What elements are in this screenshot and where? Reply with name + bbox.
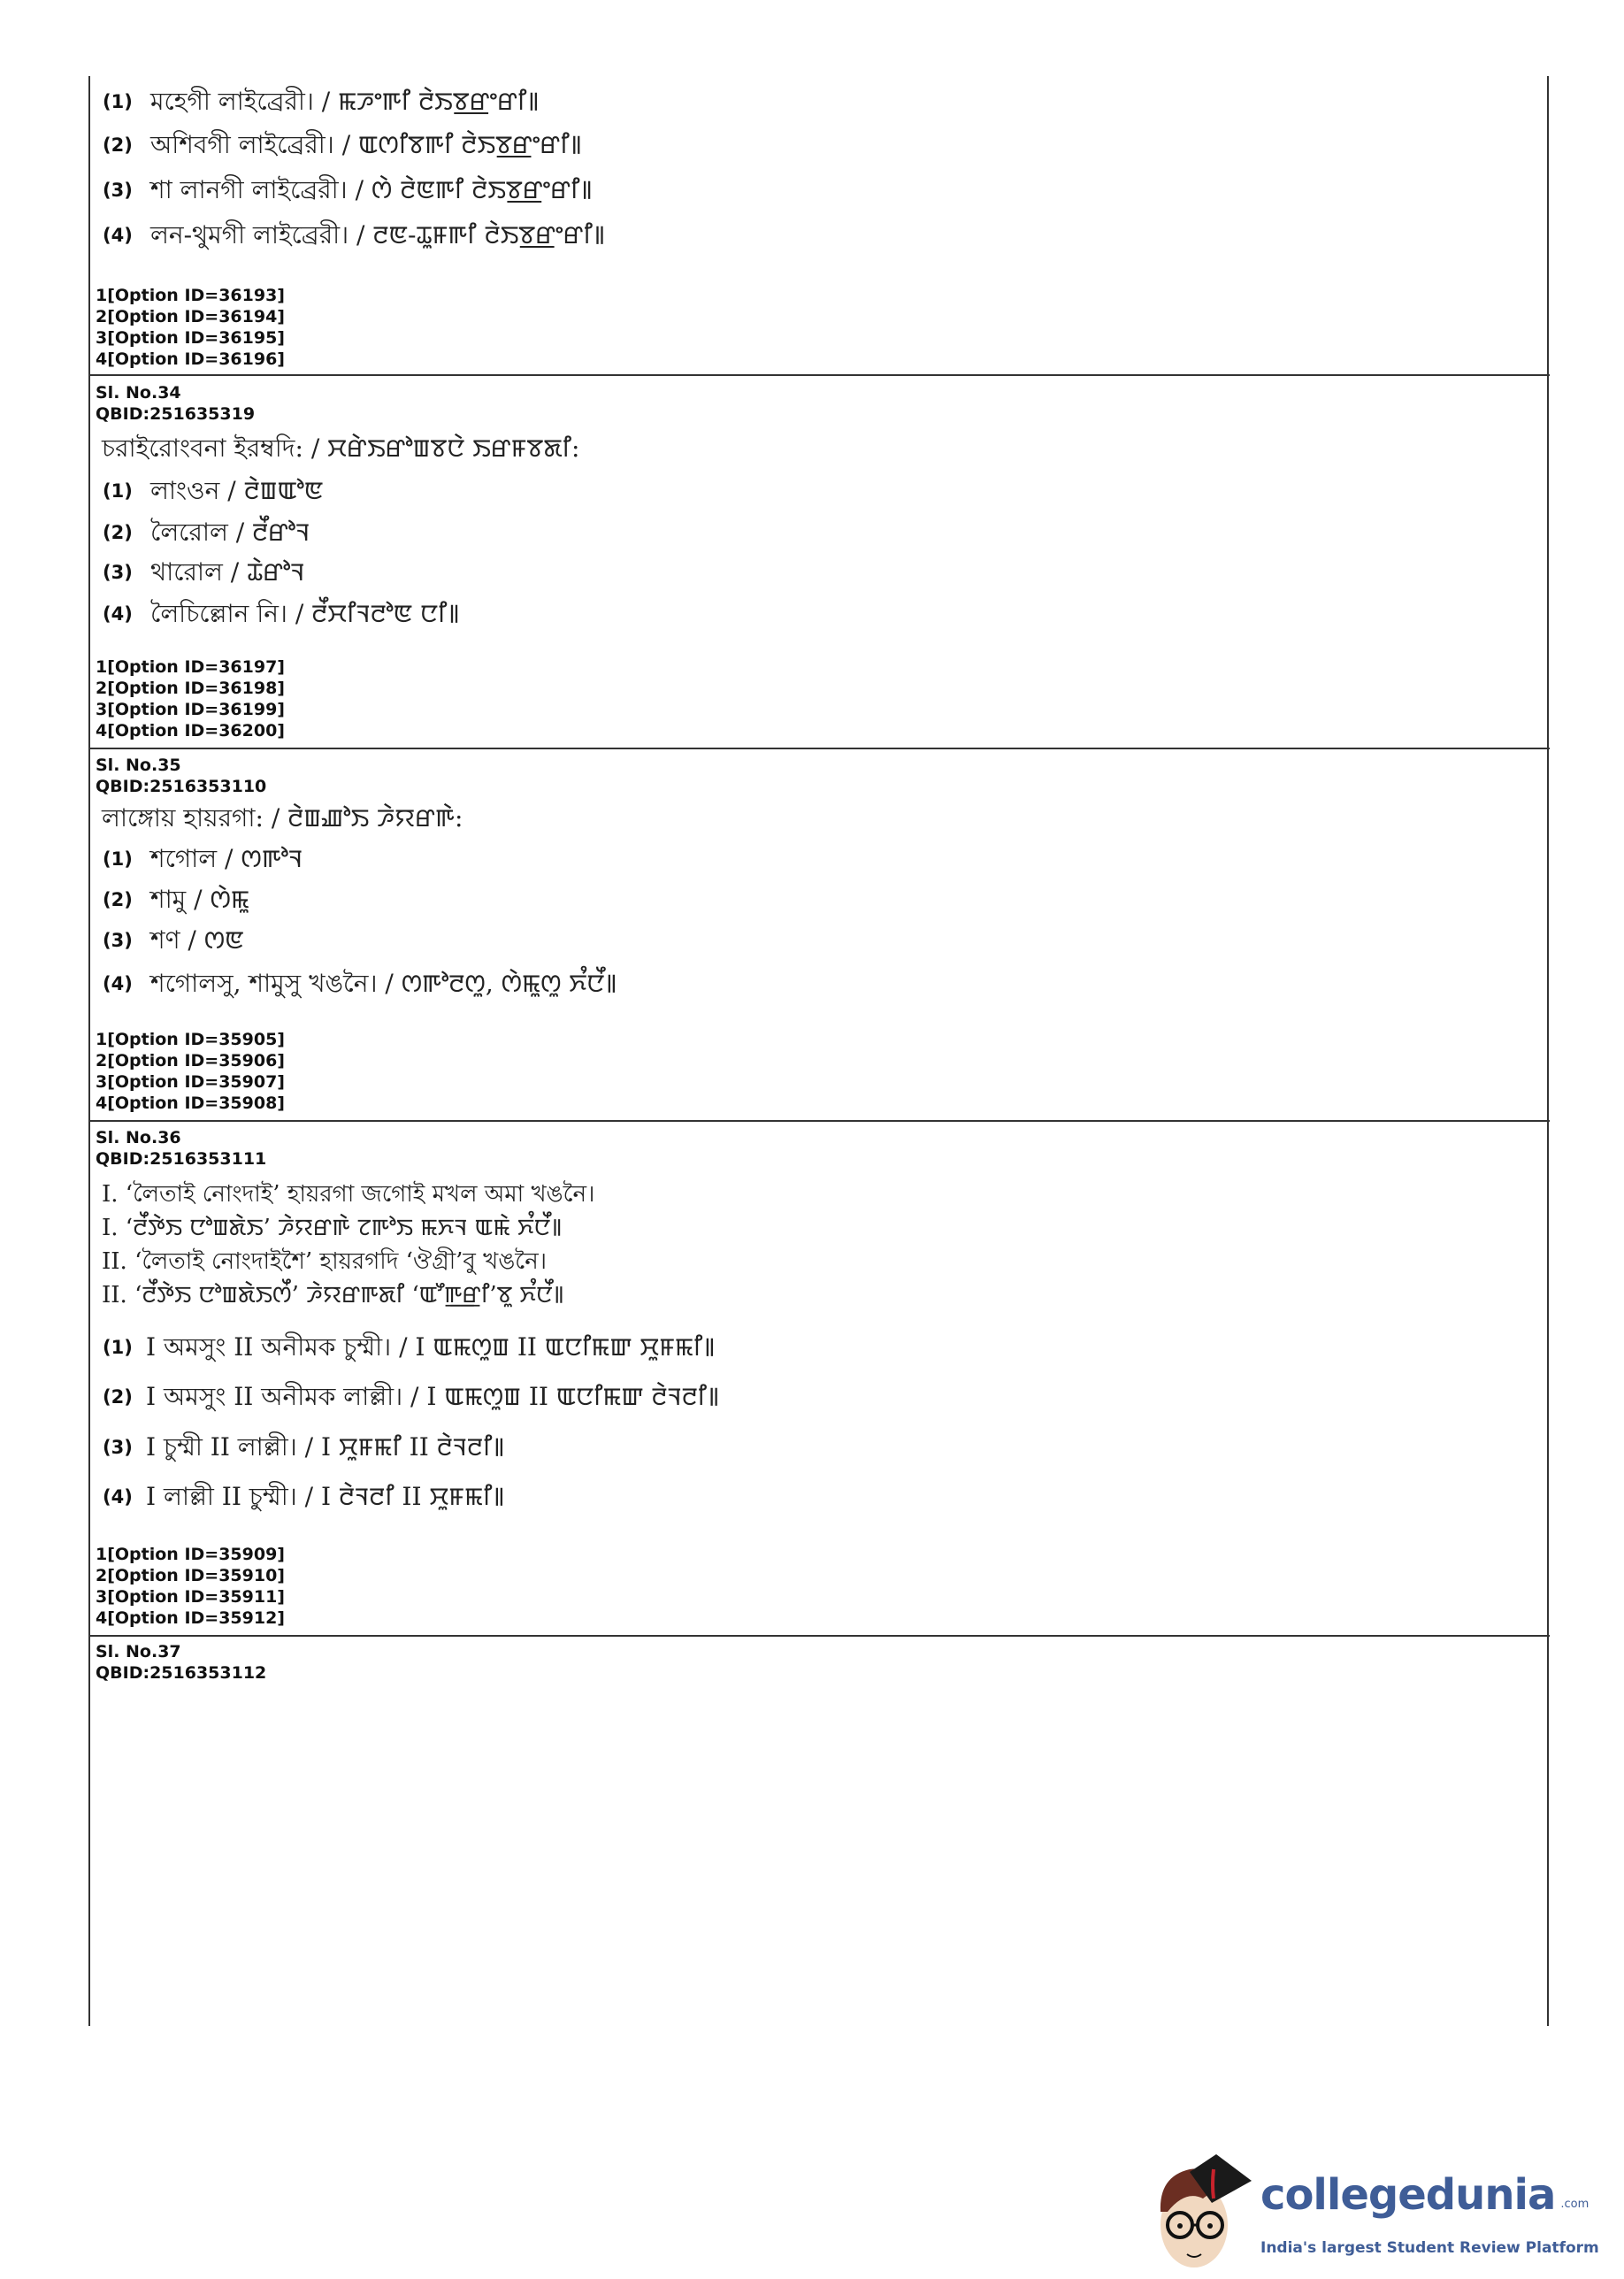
option-text: শগোল / ꯁꯒꯣꯜ (150, 844, 303, 873)
option-text: লৈচিল্লোন নি। / ꯂꯩꯆꯤꯜꯂꯣꯟ ꯅꯤ꯫ (150, 599, 460, 628)
brand-row (1260, 2169, 1589, 2221)
option-number: (1) (103, 848, 133, 870)
option-text: শামু / ꯁꯥꯃꯨ (150, 885, 249, 914)
divider (88, 1120, 1550, 1122)
statement-text: I. ‘ꯂꯩꯇꯥꯏ ꯅꯣꯡꯗꯥꯏ’ ꯍꯥꯌꯔꯒꯥ ꯖꯒꯣꯏ ꯃꯈꯜ ꯑꯃꯥ ꯈꯪꯅꯩ꯫ (102, 1215, 563, 1241)
option-text: লন-থুমগী লাইব্রেরী। / ꯂꯟ-ꯊꯨꯝꯒꯤ ꯂꯥꯏꯕ꯭ꯔꯦꯔꯤ꯫ (150, 220, 605, 249)
option-id: 3[Option ID=35911] (96, 1587, 285, 1607)
option-number: (4) (103, 603, 133, 625)
option-number: (3) (103, 1437, 133, 1458)
option-id: 4[Option ID=35908] (96, 1093, 285, 1113)
option-text: I অমসুং II অনীমক চুম্মী। / I ꯑꯃꯁꯨꯡ II ꯑꯅꯤꯃꯛ ꯆꯨꯝꯃꯤ꯫ (146, 1332, 716, 1362)
option-id: 1[Option ID=36197] (96, 657, 285, 677)
right-border (1547, 76, 1549, 2026)
option-number: (4) (103, 1486, 133, 1508)
option-number: (1) (103, 91, 133, 112)
option-number: (2) (103, 889, 133, 910)
option-number: (4) (103, 973, 133, 994)
option-id: 2[Option ID=35910] (96, 1566, 285, 1585)
statement-text: II. ‘ꯂꯩꯇꯥꯏ ꯅꯣꯡꯗꯥꯏꯁꯩ’ ꯍꯥꯌꯔꯒꯗꯤ ‘ꯑꯧꯒ꯭ꯔꯤ’ꯕꯨ ꯈꯪꯅꯩ꯫ (102, 1282, 564, 1308)
option-id: 4[Option ID=36196] (96, 349, 285, 369)
option-id: 3[Option ID=36195] (96, 328, 285, 348)
qbid: QBID:2516353111 (96, 1149, 267, 1169)
question-text: লাঙ্গোয় হায়রগা: / ꯂꯥꯡꯉꯣꯏ ꯍꯥꯌꯔꯒꯥ: (102, 803, 463, 833)
brand-name: collegedunia (1260, 2170, 1556, 2220)
option-text: লাংওন / ꯂꯥꯡꯑꯣꯟ (150, 476, 324, 505)
collegedunia-logo (1150, 2150, 1619, 2274)
qbid: QBID:2516353110 (96, 777, 267, 796)
student-mascot-icon (1150, 2150, 1256, 2274)
option-text: শা লানগী লাইব্রেরী। / ꯁꯥ ꯂꯥꯟꯒꯤ ꯂꯥꯏꯕ꯭ꯔꯦꯔꯤ꯫ (150, 175, 593, 204)
option-number: (1) (103, 480, 133, 502)
brand-tagline: India's largest Student Review Platform (1260, 2239, 1599, 2257)
option-number: (3) (103, 562, 133, 583)
option-number: (2) (103, 134, 133, 156)
question-text: চরাইরোংবনা ইরম্বদি: / ꯆꯔꯥꯏꯔꯣꯡꯕꯅꯥ ꯏꯔꯝꯕꯗꯤ: (102, 434, 580, 463)
option-id: 3[Option ID=36199] (96, 700, 285, 719)
brand-suffix: .com (1560, 2198, 1590, 2211)
option-text: I চুম্মী II লাল্লী। / I ꯆꯨꯝꯃꯤ II ꯂꯥꯜꯂꯤ꯫ (146, 1432, 505, 1462)
option-id: 2[Option ID=35906] (96, 1051, 285, 1070)
serial-number: Sl. No.35 (96, 756, 181, 775)
statement-text: II. ‘লৈতাই নোংদাইশৈ’ হায়রগদি ‘ঔগ্রী’বু খঙনৈ। (102, 1248, 548, 1275)
serial-number: Sl. No.37 (96, 1642, 181, 1661)
option-text: লৈরোল / ꯂꯩꯔꯣꯜ (150, 518, 310, 547)
option-text: I অমসুং II অনীমক লাল্লী। / I ꯑꯃꯁꯨꯡ II ꯑꯅꯤꯃꯛ ꯂꯥꯜꯂꯤ꯫ (146, 1382, 720, 1411)
serial-number: Sl. No.34 (96, 383, 181, 403)
option-id: 2[Option ID=36194] (96, 307, 285, 326)
option-text: মহেগী লাইব্রেরী। / ꯃꯍꯦꯒꯤ ꯂꯥꯏꯕ꯭ꯔꯦꯔꯤ꯫ (150, 87, 540, 116)
divider (88, 1635, 1550, 1637)
option-id: 1[Option ID=35909] (96, 1545, 285, 1564)
option-number: (3) (103, 930, 133, 951)
divider (88, 748, 1550, 749)
qbid: QBID:2516353112 (96, 1663, 267, 1683)
option-id: 1[Option ID=36193] (96, 286, 285, 305)
statement-text: I. ‘লৈতাই নোংদাই’ হায়রগা জগোই মখল অমা খঙনৈ। (102, 1181, 595, 1208)
option-number: (3) (103, 180, 133, 201)
left-border (88, 76, 90, 2026)
qbid: QBID:251635319 (96, 404, 256, 424)
option-number: (1) (103, 1337, 133, 1358)
option-text: শণ / ꯁꯟ (150, 925, 244, 955)
option-id: 3[Option ID=35907] (96, 1072, 285, 1092)
divider (88, 374, 1550, 376)
option-id: 4[Option ID=35912] (96, 1608, 285, 1628)
option-id: 4[Option ID=36200] (96, 721, 285, 740)
option-text: থারোল / ꯊꯥꯔꯣꯜ (150, 557, 305, 587)
option-number: (4) (103, 225, 133, 246)
serial-number: Sl. No.36 (96, 1128, 181, 1147)
option-number: (2) (103, 1386, 133, 1408)
option-id: 2[Option ID=36198] (96, 679, 285, 698)
option-text: I লাল্লী II চুম্মী। / I ꯂꯥꯜꯂꯤ II ꯆꯨꯝꯃꯤ꯫ (146, 1482, 505, 1511)
option-number: (2) (103, 522, 133, 543)
option-id: 1[Option ID=35905] (96, 1030, 285, 1049)
option-text: শগোলসু, শামুসু খঙনৈ। / ꯁꯒꯣꯂꯁꯨ, ꯁꯥꯃꯨꯁꯨ ꯈꯪꯅꯩ꯫ (150, 969, 617, 998)
option-text: অশিবগী লাইব্রেরী। / ꯑꯁꯤꯕꯒꯤ ꯂꯥꯏꯕ꯭ꯔꯦꯔꯤ꯫ (150, 130, 582, 159)
